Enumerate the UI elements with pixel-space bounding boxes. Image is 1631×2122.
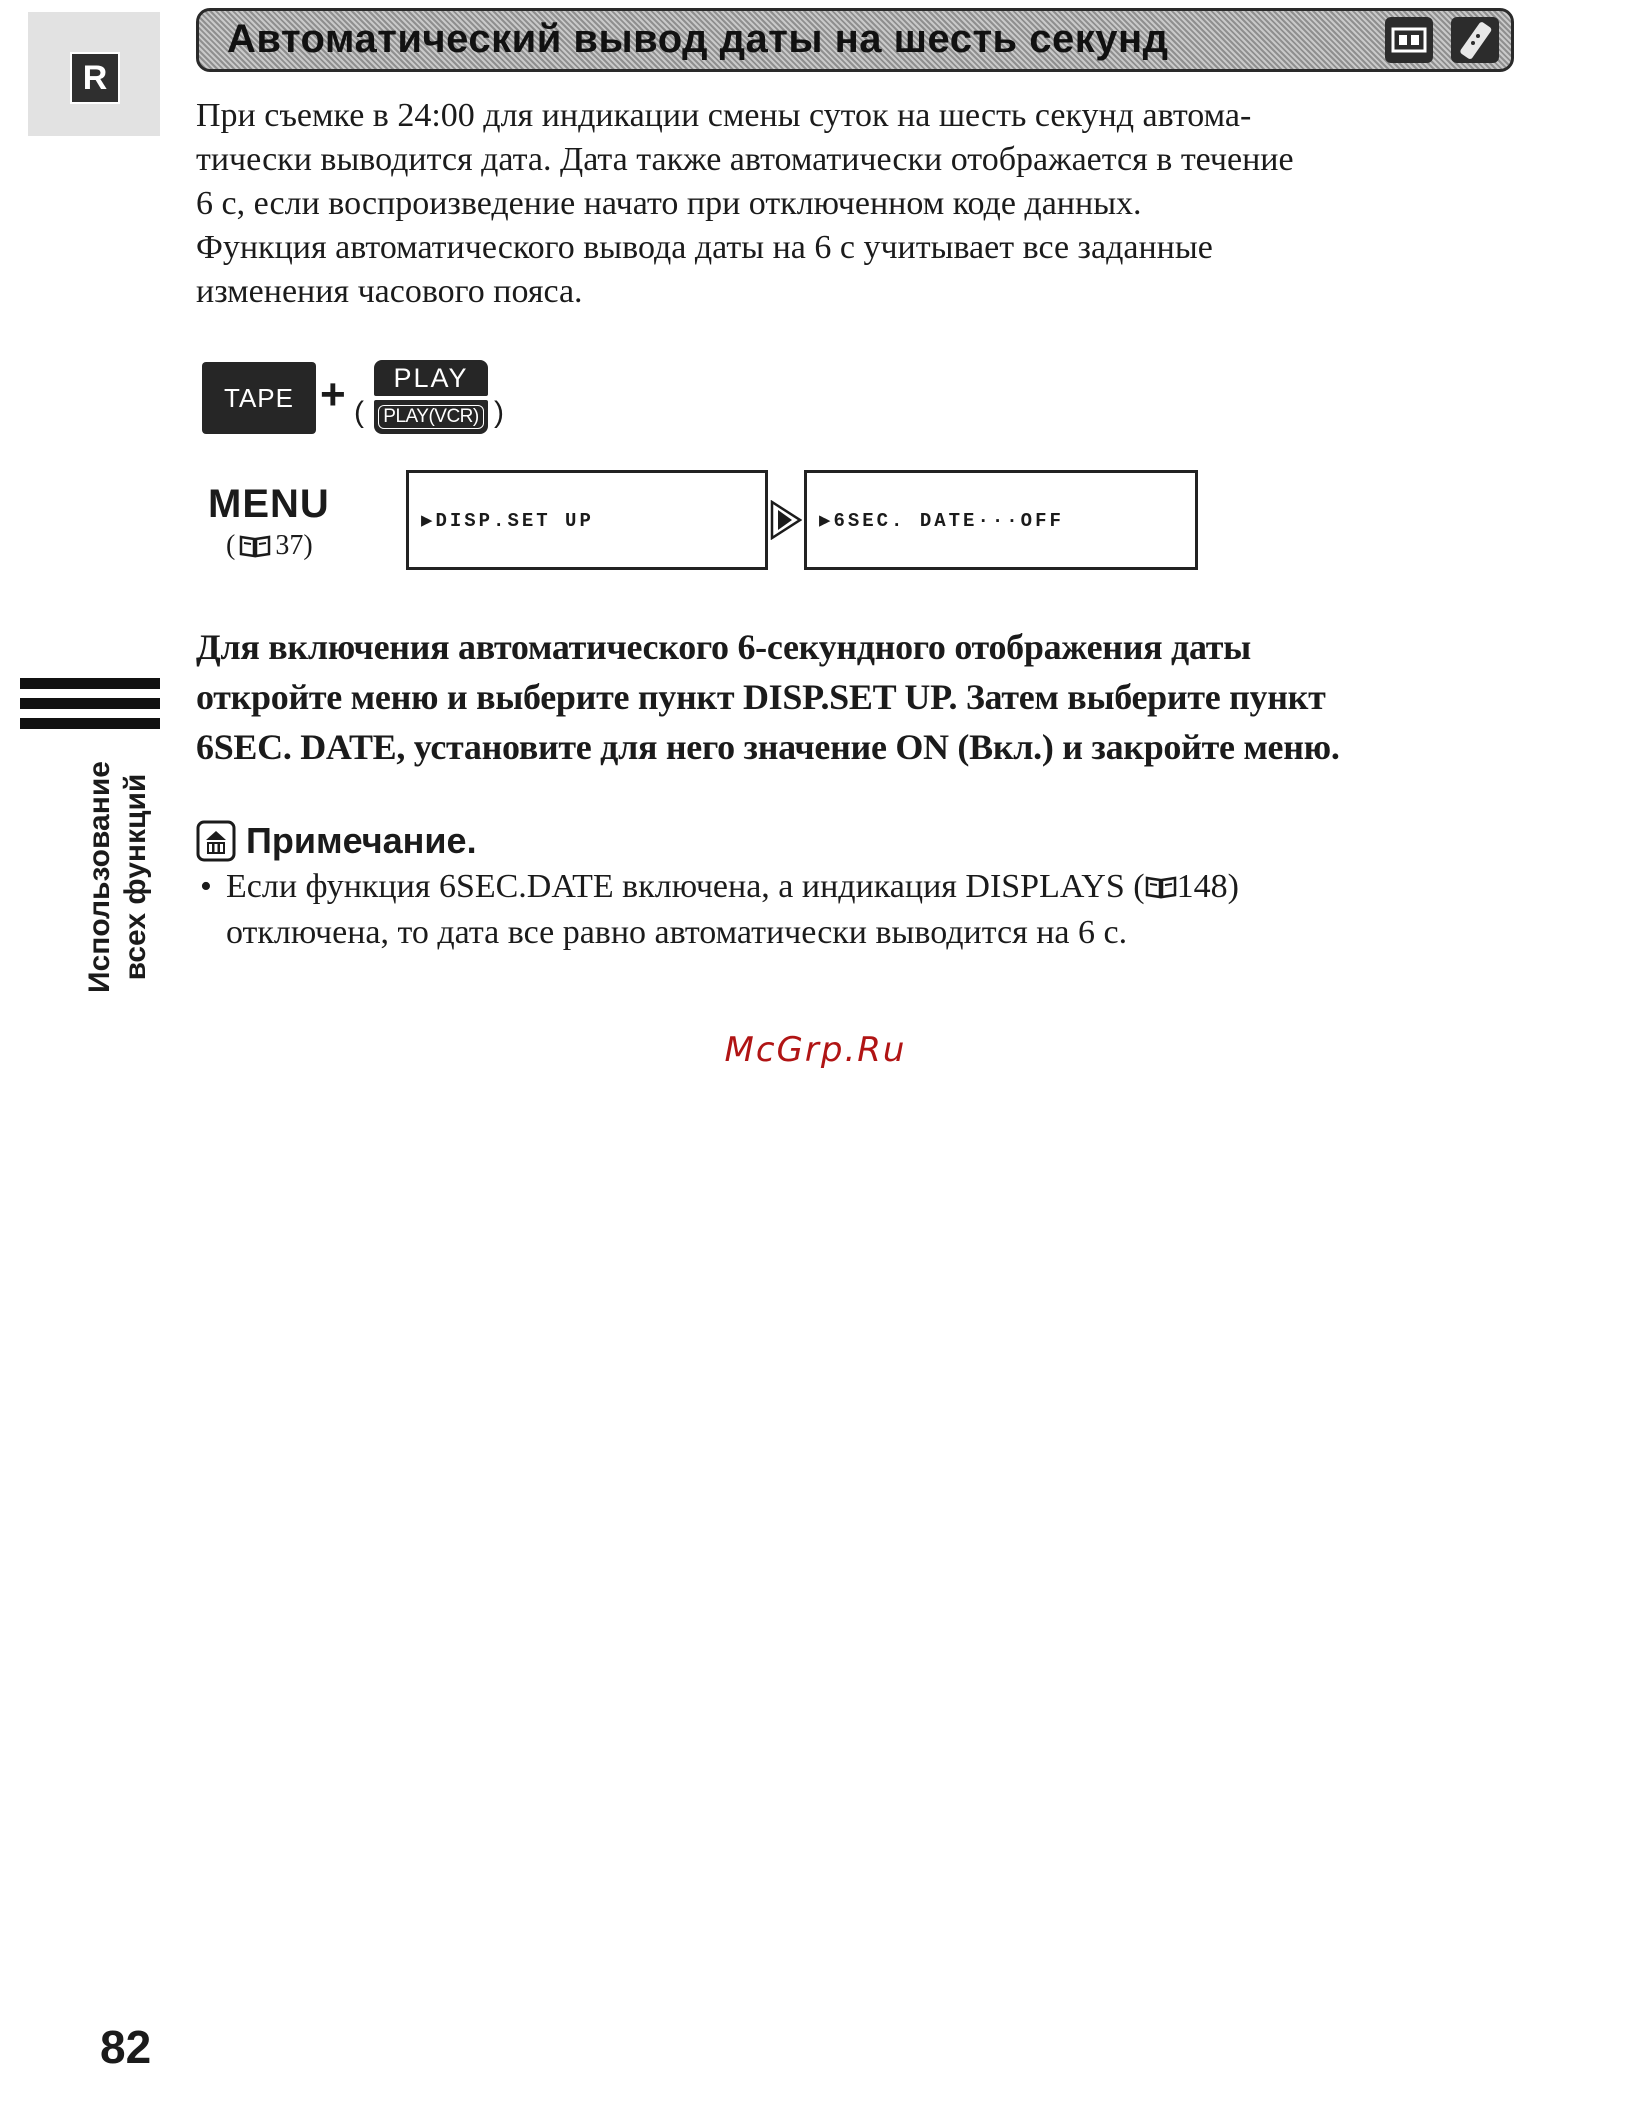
menu-ref-page: 37) bbox=[275, 530, 313, 561]
section-header bbox=[196, 8, 1514, 72]
intro-line: изменения часового пояса. bbox=[196, 273, 583, 310]
close-paren: ) bbox=[494, 396, 504, 429]
wireless-remote-icon bbox=[1451, 17, 1499, 63]
note-body bbox=[196, 864, 1526, 956]
side-label-line2: всех функций bbox=[119, 773, 152, 981]
menu-page-ref bbox=[226, 530, 313, 562]
intro-paragraph bbox=[196, 94, 1514, 314]
note-line: отключена, то дата все равно автоматически выводится на 6 с. bbox=[226, 914, 1128, 951]
intro-line: Функция автоматического вывода даты на 6 с учитывает все заданные bbox=[196, 229, 1213, 266]
tape-mode-icon bbox=[1385, 17, 1433, 63]
note-line bbox=[196, 864, 1526, 910]
marker-bar bbox=[20, 698, 160, 709]
playvcr-text: PLAY(VCR) bbox=[378, 405, 483, 429]
intro-line: 6 с, если воспроизведение начато при отключенном коде данных. bbox=[196, 185, 1142, 222]
open-paren: ( bbox=[354, 396, 364, 429]
tape-mode-label: TAPE bbox=[202, 362, 316, 434]
playvcr-mode-label bbox=[374, 400, 488, 434]
side-label-text bbox=[82, 761, 154, 993]
instruction-line: Для включения автоматического 6-секундного отображения даты bbox=[196, 627, 1251, 667]
watermark: McGrp.Ru bbox=[724, 1030, 907, 1070]
instruction-line: 6SEC. DATE, установите для него значение ON (Вкл.) и закройте меню. bbox=[196, 727, 1340, 767]
note-heading bbox=[196, 820, 477, 862]
plus-sign: + bbox=[320, 370, 346, 419]
side-label-line1: Использование bbox=[83, 761, 116, 993]
section-marker-bars bbox=[20, 678, 160, 738]
next-step-arrow-icon bbox=[770, 500, 802, 540]
menu-label: MENU bbox=[208, 482, 330, 526]
play-mode-label: PLAY bbox=[374, 360, 488, 396]
note-heading-text: Примечание. bbox=[246, 820, 477, 861]
note-line1-start: Если функция 6SEC.DATE включена, а индикация DISPLAYS ( bbox=[226, 868, 1145, 905]
marker-bar bbox=[20, 718, 160, 729]
marker-bar bbox=[20, 678, 160, 689]
menu-screen-disp-setup: ▶DISP.SET UP bbox=[406, 470, 768, 570]
intro-line: При съемке в 24:00 для индикации смены суток на шесть секунд автома- bbox=[196, 97, 1252, 134]
instruction-paragraph bbox=[196, 622, 1526, 772]
book-icon bbox=[239, 534, 271, 558]
book-icon bbox=[1145, 875, 1177, 899]
menu-screen-6sec-date: ▶6SEC. DATE···OFF bbox=[804, 470, 1198, 570]
note-icon bbox=[196, 820, 236, 862]
language-letter: R bbox=[70, 52, 120, 104]
instruction-line: откройте меню и выберите пункт DISP.SET UP. Затем выберите пункт bbox=[196, 677, 1326, 717]
intro-line: тически выводится дата. Дата также автоматически отображается в течение bbox=[196, 141, 1294, 178]
language-tab bbox=[28, 12, 160, 136]
page-number: 82 bbox=[100, 2021, 152, 2073]
bullet: • bbox=[200, 868, 212, 905]
note-line1-end: 148) bbox=[1176, 868, 1239, 905]
section-title: Автоматический вывод даты на шесть секунд bbox=[227, 17, 1169, 61]
side-section-label bbox=[80, 752, 156, 1002]
menu-ref-open: ( bbox=[226, 530, 236, 561]
